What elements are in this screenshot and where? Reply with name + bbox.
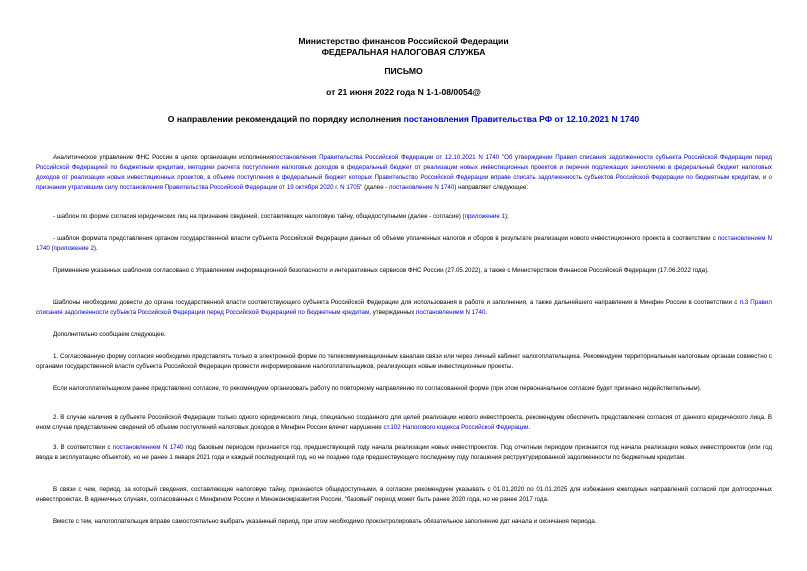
template-2-text-3: ). bbox=[93, 245, 98, 253]
point-2-text: 2. В случае наличия в субъекте Российской Федерации только одного юридического лица, специально созданного для целей реализации нового инвестпроекта, рекомендуем обеспечить представление согласия от данного юридического лица. В ином случае представление сведений об объеме поступлений налоговых доходов в Минфин России влечет нарушение bbox=[36, 414, 772, 432]
paragraph-template-1 bbox=[36, 212, 772, 222]
paragraph-point-2 bbox=[36, 413, 772, 433]
subject-text: О направлении рекомендаций по порядку исполнения bbox=[167, 114, 404, 124]
template-2-text-2: ( bbox=[49, 245, 54, 253]
period-text: В связи с чем, период, за который сведения, составляющие налоговую тайну, признаются общедоступными, в согласии рекомендуем указывать с 01.01.2020 по 01.01.2025 для избежания ежегодных направлений согласий при долгосрочных инвестпроектах. В единичных случаях, согласованных с Минфином России и Минэкономразвития России, "базовый" период может быть ранее 2020 года, но не ранее 2017 года. bbox=[36, 486, 772, 504]
template-1-text-2: ); bbox=[504, 213, 509, 220]
paragraph-intro bbox=[36, 153, 772, 193]
paragraph-template-2 bbox=[36, 234, 772, 254]
intro-text: Аналитическое управление ФНС России в целях организации исполнения bbox=[53, 154, 274, 161]
appendix-2-link[interactable]: приложение 2 bbox=[53, 245, 94, 253]
ministry-name: Министерство финансов Российской Федерации bbox=[298, 36, 509, 46]
template-1-text: - шаблон по форме согласия юридических лиц на признание сведений, составляющих налоговую тайну, общедоступными (далее - согласие) ( bbox=[53, 213, 465, 220]
resolution-1740-link-2[interactable]: постановлением N 1740 bbox=[36, 235, 773, 253]
document-header bbox=[0, 36, 807, 57]
delivery-text-2: , утвержденных bbox=[369, 309, 417, 317]
service-name: ФЕДЕРАЛЬНАЯ НАЛОГОВАЯ СЛУЖБА bbox=[321, 46, 486, 57]
resolution-1740-link[interactable]: постановления Правительства Российской Федерации от 12.10.2021 N 1740 "Об утверждении Правил списания задолженности субъекта Российской Федерации перед Российской Федерацией по бюджетным кредитам, методики расчета поступления налоговых доходов в федеральный бюджет от реализации новых инвестиционных проектов и перечня подлежащих зачислению в федеральный бюджет налоговых доходов от реализации новых инвестиционных проектов, в объеме поступления в федеральный бюджет которых Правительство Российской Федерации вправе списать задолженность субъектов Российской Федерации по бюджетным кредитам, и о признании утратившим силу постановления Правительства Российской Федерации от 19 октября 2020 г. N 1705" bbox=[36, 154, 773, 192]
paragraph-repeat-consent bbox=[36, 384, 772, 394]
point-2-text-2: . bbox=[528, 424, 531, 432]
taxpayer-choice-text: Вместе с тем, налогоплательщик вправе самостоятельно выбрать указанный период, при этом необходимо проконтролировать обязательное заполнение дат начала и окончания периода. bbox=[53, 518, 597, 525]
point-3-text: 3. В соответствии с bbox=[53, 444, 113, 451]
paragraph-point-3 bbox=[36, 443, 772, 463]
rules-clause-3-link[interactable]: п.3 Правил списания задолженности субъекта Российской Федерации перед Российской Федерацией по бюджетным кредитам bbox=[36, 299, 772, 317]
intro-text-2: (далее - bbox=[362, 184, 390, 192]
subject-link[interactable]: постановления Правительства РФ от 12.10.2021 N 1740 bbox=[403, 114, 640, 124]
paragraph-taxpayer-choice bbox=[36, 517, 772, 527]
approval-text: Применение указанных шаблонов согласовано с Управлением информационной безопасности и интерактивных сервисов ФНС России (27.05.2022), а также с Министерством Финансов Российской Федерации (17.06.2022 года). bbox=[53, 267, 709, 274]
appendix-1-link[interactable]: приложение 1 bbox=[464, 213, 505, 220]
resolution-1740-link-4[interactable]: постановлением N 1740 bbox=[112, 444, 184, 451]
paragraph-point-1 bbox=[36, 352, 772, 372]
paragraph-additional bbox=[36, 330, 772, 340]
delivery-text-3: . bbox=[485, 309, 488, 317]
additional-text: Дополнительно сообщаем следующее. bbox=[53, 331, 166, 338]
repeat-consent-text: Если налогоплательщиком ранее представлено согласие, то рекомендуем организовать работу по повторному направлению по согласованной форме (при этом первоначальное согласие будет признано недействительным). bbox=[53, 385, 702, 392]
document-subject bbox=[0, 114, 807, 125]
point-3-text-2: под базовым периодом признается год, предшествующий году начала реализации новых инвестпроектов. Под отчетным периодом признается год начала реализации новых инвестпроектов (или год ввода в эксплуатацию объектов), но не ранее 1 января 2021 года и каждый последующий год, но не позднее года предшествующего последнему году погашения реструктурированной задолженности по бюджетным кредитам. bbox=[36, 444, 772, 462]
paragraph-templates-delivery bbox=[36, 298, 772, 318]
template-2-text: - шаблон формата представления органом государственной власти субъекта Российской Федерации данных об объеме уплаченных налогов и сборов в результате реализации нового инвестиционного проекта в соответствии с bbox=[53, 235, 718, 242]
delivery-text: Шаблоны необходимо довести до органа государственной власти соответствующего субъекта Российской Федерации для использования в работе и заполнения, а также дальнейшего направления в Минфин России в соответствии с bbox=[53, 299, 740, 306]
paragraph-period bbox=[36, 485, 772, 505]
document-date-number: от 21 июня 2022 года N 1-1-08/0054@ bbox=[326, 87, 481, 97]
intro-text-3: ) направляет следующее: bbox=[454, 184, 529, 192]
resolution-1740-link-3[interactable]: постановлением N 1740 bbox=[416, 309, 486, 317]
point-1-text: 1. Согласованную форму согласия необходимо представлять только в электронной форме по телекоммуникационным каналам связи или через личный кабинет налогоплательщика. Рекомендуем территориальным налоговым органам совместно с органами государственной власти субъекта Российской Федерации провести информирование налогоплательщиков, реализующих новые инвестиционные проекты. bbox=[36, 353, 772, 371]
resolution-1740-short-link[interactable]: постановление N 1740 bbox=[389, 184, 455, 192]
paragraph-approval bbox=[36, 266, 772, 276]
tax-code-article-102-link[interactable]: ст.102 Налогового кодекса Российской Федерации bbox=[383, 424, 529, 432]
document-type: ПИСЬМО bbox=[384, 66, 423, 76]
